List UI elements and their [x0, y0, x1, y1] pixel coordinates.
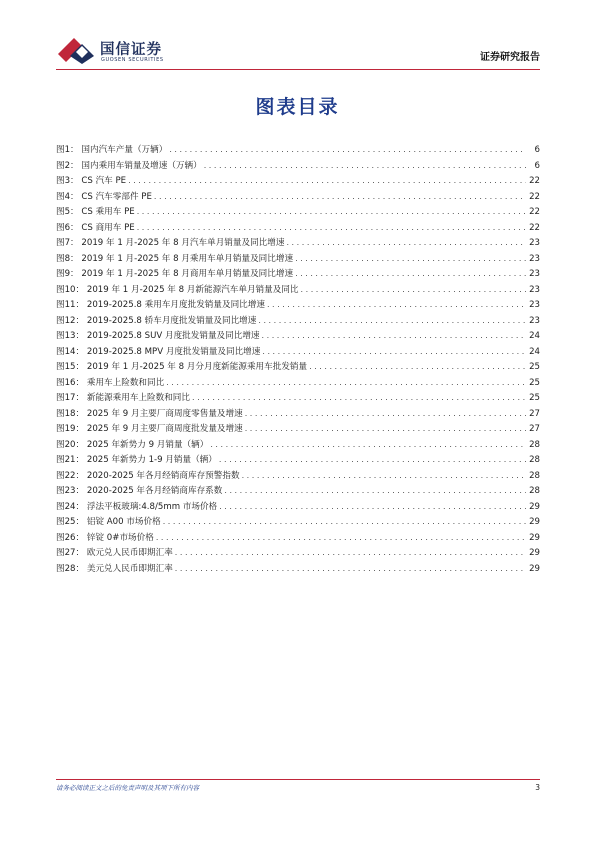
page-header: [56, 30, 540, 70]
toc-entry-page[interactable]: 23: [529, 253, 540, 264]
toc-entry-label[interactable]: 图18： 2025 年 9 月主要厂商周度零售量及增速: [56, 408, 243, 419]
toc-entry-page[interactable]: 28: [529, 455, 540, 465]
toc-dot-leader: [166, 375, 526, 391]
toc-dot-leader: [219, 452, 526, 468]
toc-entry-page[interactable]: 22: [529, 207, 540, 217]
toc-dot-leader: [242, 468, 526, 484]
toc-dot-leader: [219, 499, 526, 515]
toc-dot-leader: [175, 561, 526, 577]
toc-entry-label[interactable]: 图25： 铝锭 A00 市场价格: [56, 517, 161, 527]
toc-entry-page[interactable]: 24: [529, 331, 540, 341]
header-divider: [56, 69, 540, 70]
toc-dot-leader: [128, 173, 526, 189]
toc-dot-leader: [245, 421, 526, 437]
toc-entry[interactable]: [56, 421, 540, 437]
toc-dot-leader: [295, 251, 526, 267]
toc-entry-label[interactable]: 图11： 2019-2025.8 乘用车月度批发销量及同比增速: [56, 300, 265, 310]
toc-dot-leader: [154, 189, 526, 205]
toc-entry-label[interactable]: 图27： 欧元兑人民币即期汇率: [56, 548, 173, 558]
toc-entry-label[interactable]: 图20： 2025 年新势力 9 月销量（辆）: [56, 439, 209, 450]
toc-entry-label[interactable]: 图21： 2025 年新势力 1-9 月销量（辆）: [56, 455, 217, 465]
toc-entry[interactable]: [56, 158, 540, 174]
toc-entry[interactable]: [56, 251, 540, 267]
toc-entry-page[interactable]: 23: [529, 300, 540, 310]
toc-entry[interactable]: [56, 142, 540, 158]
toc-dot-leader: [301, 282, 526, 298]
toc-entry-page[interactable]: 23: [529, 315, 540, 326]
toc-entry-page[interactable]: 29: [529, 563, 540, 574]
toc-entry[interactable]: [56, 235, 540, 251]
toc-entry-page[interactable]: 23: [529, 238, 540, 248]
toc-entry-page[interactable]: 28: [529, 486, 540, 496]
toc-dot-leader: [137, 220, 526, 236]
toc-entry[interactable]: [56, 468, 540, 484]
toc-entry[interactable]: [56, 266, 540, 282]
toc-entry[interactable]: [56, 220, 540, 236]
toc-entry-page[interactable]: 27: [529, 424, 540, 434]
toc-dot-leader: [286, 235, 526, 251]
toc-entry-label[interactable]: 图17： 新能源乘用车上险数和同比: [56, 393, 190, 403]
toc-dot-leader: [309, 359, 526, 375]
toc-entry-label[interactable]: 图9： 2019 年 1 月-2025 年 8 月商用车单月销量及同比增速: [56, 269, 294, 279]
toc-dot-leader: [262, 344, 526, 360]
toc-entry[interactable]: [56, 545, 540, 561]
toc-entry-page[interactable]: 25: [529, 377, 540, 388]
toc-entry[interactable]: [56, 189, 540, 205]
toc-entry-label[interactable]: 图2： 国内乘用车销量及增速（万辆）: [56, 160, 202, 171]
toc-entry[interactable]: [56, 561, 540, 577]
toc-dot-leader: [267, 297, 526, 313]
toc-entry-label[interactable]: 图7： 2019 年 1 月-2025 年 8 月汽车单月销量及同比增速: [56, 238, 285, 248]
toc-entry-page[interactable]: 22: [529, 191, 540, 202]
toc-dot-leader: [262, 328, 526, 344]
toc-entry-page[interactable]: 28: [529, 439, 540, 450]
toc-entry[interactable]: [56, 406, 540, 422]
toc-entry-label[interactable]: 图12： 2019-2025.8 轿车月度批发销量及同比增速: [56, 315, 257, 326]
toc-dot-leader: [245, 406, 526, 422]
toc-entry-label[interactable]: 图5： CS 乘用车 PE: [56, 207, 135, 217]
toc-entry[interactable]: [56, 313, 540, 329]
toc-dot-leader: [137, 204, 526, 220]
toc-entry-page[interactable]: 23: [529, 284, 540, 295]
toc-entry-label[interactable]: 图14： 2019-2025.8 MPV 月度批发销量及同比增速: [56, 346, 261, 357]
toc-dot-leader: [258, 313, 526, 329]
report-type-label: 证券研究报告: [480, 52, 540, 63]
toc-entry[interactable]: [56, 204, 540, 220]
toc-entry[interactable]: [56, 452, 540, 468]
toc-dot-leader: [175, 545, 526, 561]
guosen-logo-icon: [56, 34, 96, 66]
toc-entry[interactable]: [56, 530, 540, 546]
toc-entry[interactable]: [56, 499, 540, 515]
toc-entry-label[interactable]: 图15： 2019 年 1 月-2025 年 8 月分月度新能源乘用车批发销量: [56, 362, 308, 372]
toc-entry-label[interactable]: 图26： 锌锭 0#市场价格: [56, 532, 154, 543]
toc-dot-leader: [224, 483, 526, 499]
toc-dot-leader: [204, 158, 526, 174]
toc-entry[interactable]: [56, 514, 540, 530]
toc-entry-page[interactable]: 29: [529, 548, 540, 558]
toc-entry-label[interactable]: 图23： 2020-2025 年各月经销商库存系数: [56, 486, 223, 496]
toc-entry-page[interactable]: 29: [529, 532, 540, 543]
toc-dot-leader: [210, 437, 526, 453]
toc-dot-leader: [192, 390, 526, 406]
toc-title: 图表目录: [255, 96, 340, 118]
toc-entry-page[interactable]: 23: [529, 269, 540, 279]
toc-entry-page[interactable]: 29: [529, 517, 540, 527]
toc-dot-leader: [156, 530, 526, 546]
logo-text: 国信证券: [100, 42, 162, 58]
page-number: 3: [535, 783, 540, 792]
toc-entry-label[interactable]: 图6： CS 商用车 PE: [56, 222, 135, 233]
toc-entry[interactable]: [56, 375, 540, 391]
toc-entry-page[interactable]: 25: [529, 362, 540, 372]
toc-entry-page[interactable]: 22: [529, 222, 540, 233]
toc-entry-label[interactable]: 图28： 美元兑人民币即期汇率: [56, 563, 173, 574]
toc-entry[interactable]: [56, 483, 540, 499]
toc-entry-page[interactable]: 24: [529, 346, 540, 357]
toc-entry[interactable]: [56, 437, 540, 453]
toc-entry[interactable]: [56, 390, 540, 406]
toc-entry-label[interactable]: 图4： CS 汽车零部件 PE: [56, 191, 152, 202]
toc-entry-page[interactable]: 27: [529, 408, 540, 419]
toc-entry-page[interactable]: 22: [529, 176, 540, 186]
toc-entry-label[interactable]: 图10： 2019 年 1 月-2025 年 8 月新能源汽车单月销量及同比: [56, 284, 299, 295]
toc-dot-leader: [169, 142, 526, 158]
toc-entry-label[interactable]: 图1： 国内汽车产量（万辆）: [56, 145, 168, 155]
toc-entry-page[interactable]: 6: [534, 145, 540, 155]
toc-entry-label[interactable]: 图22： 2020-2025 年各月经销商库存预警指数: [56, 470, 240, 481]
toc-entry-label[interactable]: 图19： 2025 年 9 月主要厂商周度批发量及增速: [56, 424, 243, 434]
toc-entry-label[interactable]: 图13： 2019-2025.8 SUV 月度批发销量及同比增速: [56, 331, 260, 341]
toc-entry[interactable]: [56, 297, 540, 313]
toc-entry[interactable]: [56, 173, 540, 189]
toc-entry-label[interactable]: 图8： 2019 年 1 月-2025 年 8 月乘用车单月销量及同比增速: [56, 253, 294, 264]
toc-entry-page[interactable]: 29: [529, 501, 540, 512]
toc-entry[interactable]: [56, 328, 540, 344]
footer-disclaimer: 请务必阅读正文之后的免责声明及其项下所有内容: [56, 784, 199, 792]
toc-entry[interactable]: [56, 282, 540, 298]
toc-entry-label[interactable]: 图3： CS 汽车 PE: [56, 176, 127, 186]
toc-entry[interactable]: [56, 359, 540, 375]
toc-entry-page[interactable]: 6: [534, 160, 540, 171]
toc-list: [56, 142, 540, 576]
toc-dot-leader: [295, 266, 526, 282]
toc-entry-label[interactable]: 图16： 乘用车上险数和同比: [56, 377, 165, 388]
toc-entry-page[interactable]: 25: [529, 393, 540, 403]
footer-divider: [56, 779, 540, 780]
toc-entry-page[interactable]: 28: [529, 470, 540, 481]
toc-dot-leader: [163, 514, 526, 530]
toc-entry-label[interactable]: 图24： 浮法平板玻璃:4.8/5mm 市场价格: [56, 501, 218, 512]
toc-entry[interactable]: [56, 344, 540, 360]
logo-subtext: GUOSEN SECURITIES: [101, 57, 164, 63]
